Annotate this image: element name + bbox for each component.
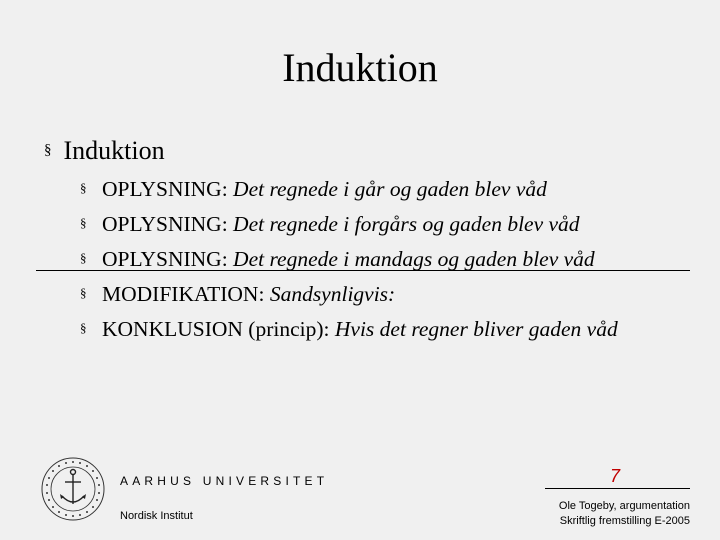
institute-name: Nordisk Institut bbox=[120, 510, 193, 522]
bullet-text: Induktion bbox=[63, 136, 165, 165]
subbullet-text: Det regnede i forgårs og gaden blev våd bbox=[233, 212, 580, 236]
slide-title: Induktion bbox=[282, 45, 438, 90]
university-seal-icon bbox=[40, 456, 106, 522]
page-number: 7 bbox=[609, 466, 620, 486]
university-name: AARHUS UNIVERSITET bbox=[120, 474, 329, 488]
bullet-marker: § bbox=[80, 320, 87, 335]
subbullet-label: OPLYSNING: bbox=[102, 177, 228, 201]
bullet-marker: § bbox=[80, 285, 87, 300]
author-info bbox=[500, 499, 690, 529]
subbullet-label: KONKLUSION (princip): bbox=[102, 317, 330, 341]
bullet-marker: § bbox=[44, 142, 52, 158]
subbullet-label: OPLYSNING: bbox=[102, 247, 228, 271]
subbullet-item bbox=[80, 312, 618, 347]
bullet-level1 bbox=[44, 134, 165, 167]
subbullet-list bbox=[80, 172, 618, 347]
subbullet-text: Hvis det regner bliver gaden våd bbox=[334, 317, 618, 341]
author-line: Ole Togeby, argumentation bbox=[558, 500, 690, 512]
subbullet-label: OPLYSNING: bbox=[102, 212, 228, 236]
subbullet-text: Det regnede i mandags og gaden blev våd bbox=[233, 247, 595, 271]
divider-line bbox=[36, 270, 690, 271]
course-line: Skriftlig fremstilling E-2005 bbox=[559, 515, 690, 527]
subbullet-item bbox=[80, 242, 618, 277]
subbullet-text: Sandsynligvis: bbox=[269, 282, 396, 306]
subbullet-text: Det regnede i går og gaden blev våd bbox=[233, 177, 547, 201]
subbullet-item bbox=[80, 172, 618, 207]
subbullet-label: MODIFIKATION: bbox=[102, 282, 265, 306]
bullet-marker: § bbox=[80, 215, 87, 230]
bullet-marker: § bbox=[80, 250, 87, 265]
subbullet-item bbox=[80, 207, 618, 242]
bullet-marker: § bbox=[80, 180, 87, 195]
footer-divider bbox=[545, 488, 690, 489]
subbullet-item bbox=[80, 277, 618, 312]
